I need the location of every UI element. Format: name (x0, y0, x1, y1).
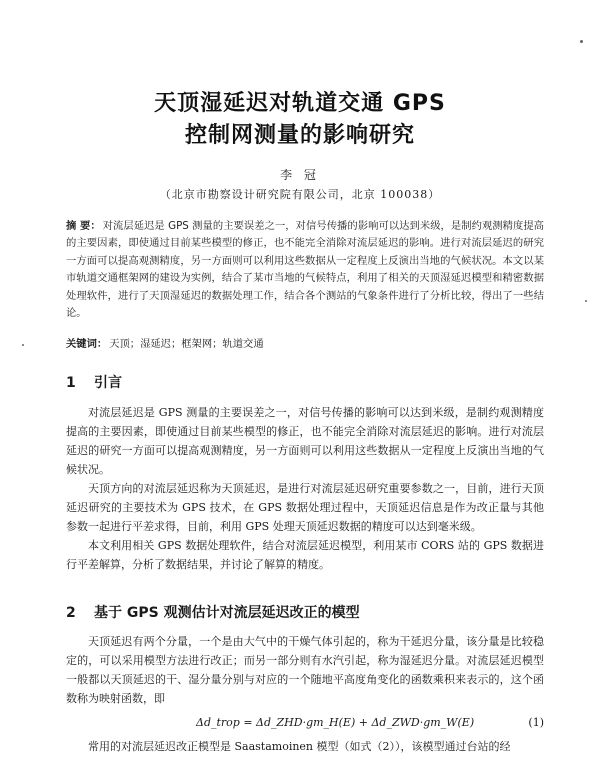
section-1-number: 1 (66, 375, 76, 391)
section-1-body (66, 403, 544, 574)
equation-expression: Δd_trop = Δd_ZHD·gm_H(E) + Δd_ZWD·gm_W(E) (196, 716, 475, 729)
scan-speck (580, 40, 583, 43)
scan-speck (585, 300, 587, 302)
scan-speck (22, 344, 24, 346)
abstract-text: 对流层延迟是 GPS 测量的主要误差之一，对信号传播的影响可以达到米级，是制约观测精度提高的主要因素，即使通过目前某些模型的修正，也不能完全消除对流层延迟的影响。进行对流层延迟的研究一方面可以提高观测精度，另一方面则可以利用这些数据从一定程度上反演出当地的气候状况。本文以某市轨道交通框架网的建设为实例，结合了某市当地的气候特点，利用了相关的天顶湿延迟模型和精密数据处理软件，进行了天顶湿延迟的数据处理工作，结合各个测站的气象条件进行了分析比较，得出了一些结论。 (66, 220, 544, 320)
paper-title-line1: 天顶湿延迟对轨道交通 GPS (154, 91, 446, 116)
abstract-label: 摘 要： (66, 220, 101, 232)
abstract (66, 218, 544, 322)
paragraph: 天顶方向的对流层延迟称为天顶延迟，是进行对流层延迟研究重要参数之一，目前，进行天顶延迟研究的主要技术为 GPS 技术，在 GPS 数据处理过程中，天顶延迟信息是作为改正量与其他参数一起进行平差求得，目前，利用 GPS 处理天顶延迟数据的精度可以达到毫米级。 (66, 482, 544, 533)
section-2-number: 2 (66, 605, 76, 621)
keywords (66, 335, 544, 350)
author-affiliation: （北京市勘察设计研究院有限公司，北京 100038） (159, 188, 441, 201)
section-2-title: 基于 GPS 观测估计对流层延迟改正的模型 (94, 605, 360, 621)
keywords-label: 关键词： (66, 338, 108, 350)
paragraph: 天顶延迟有两个分量，一个是由大气中的干燥气体引起的，称为干延迟分量，该分量是比较稳定的，可以采用模型方法进行改正；而另一部分则有水汽引起，称为湿延迟分量。对流层延迟模型一般都以天顶延迟的干、湿分量分别与对应的一个随地平高度角变化的函数乘积来表示的，这个函数称为映射函数，即 (66, 635, 544, 705)
paragraph: 对流层延迟是 GPS 测量的主要误差之一，对信号传播的影响可以达到米级，是制约观测精度提高的主要因素，即使通过目前某些模型的修正，也不能完全消除对流层延迟的影响。进行对流层延迟的研究一方面可以提高观测精度，另一方面则可以利用这些数据从一定程度上反演出当地的气候状况。 (66, 406, 544, 476)
paragraph: 本文利用相关 GPS 数据处理软件，结合对流层延迟模型，利用某市 CORS 站的 GPS 数据进行平差解算，分析了数据结果，并讨论了解算的精度。 (66, 539, 544, 571)
author-name: 李 冠 (280, 168, 320, 182)
section-1-heading (66, 372, 122, 392)
section-1-title: 引言 (94, 375, 122, 391)
section-2-heading (66, 602, 360, 622)
paragraph-continuation: 常用的对流层延迟改正模型是 Saastamoinen 模型（如式（2）），该模型通过台站的经 (88, 740, 511, 753)
section-2-body (66, 632, 544, 708)
paper-title-line2: 控制网测量的影响研究 (184, 123, 415, 148)
keywords-text: 天顶；湿延迟；框架网；轨道交通 (109, 338, 264, 350)
equation-number: (1) (528, 716, 544, 729)
